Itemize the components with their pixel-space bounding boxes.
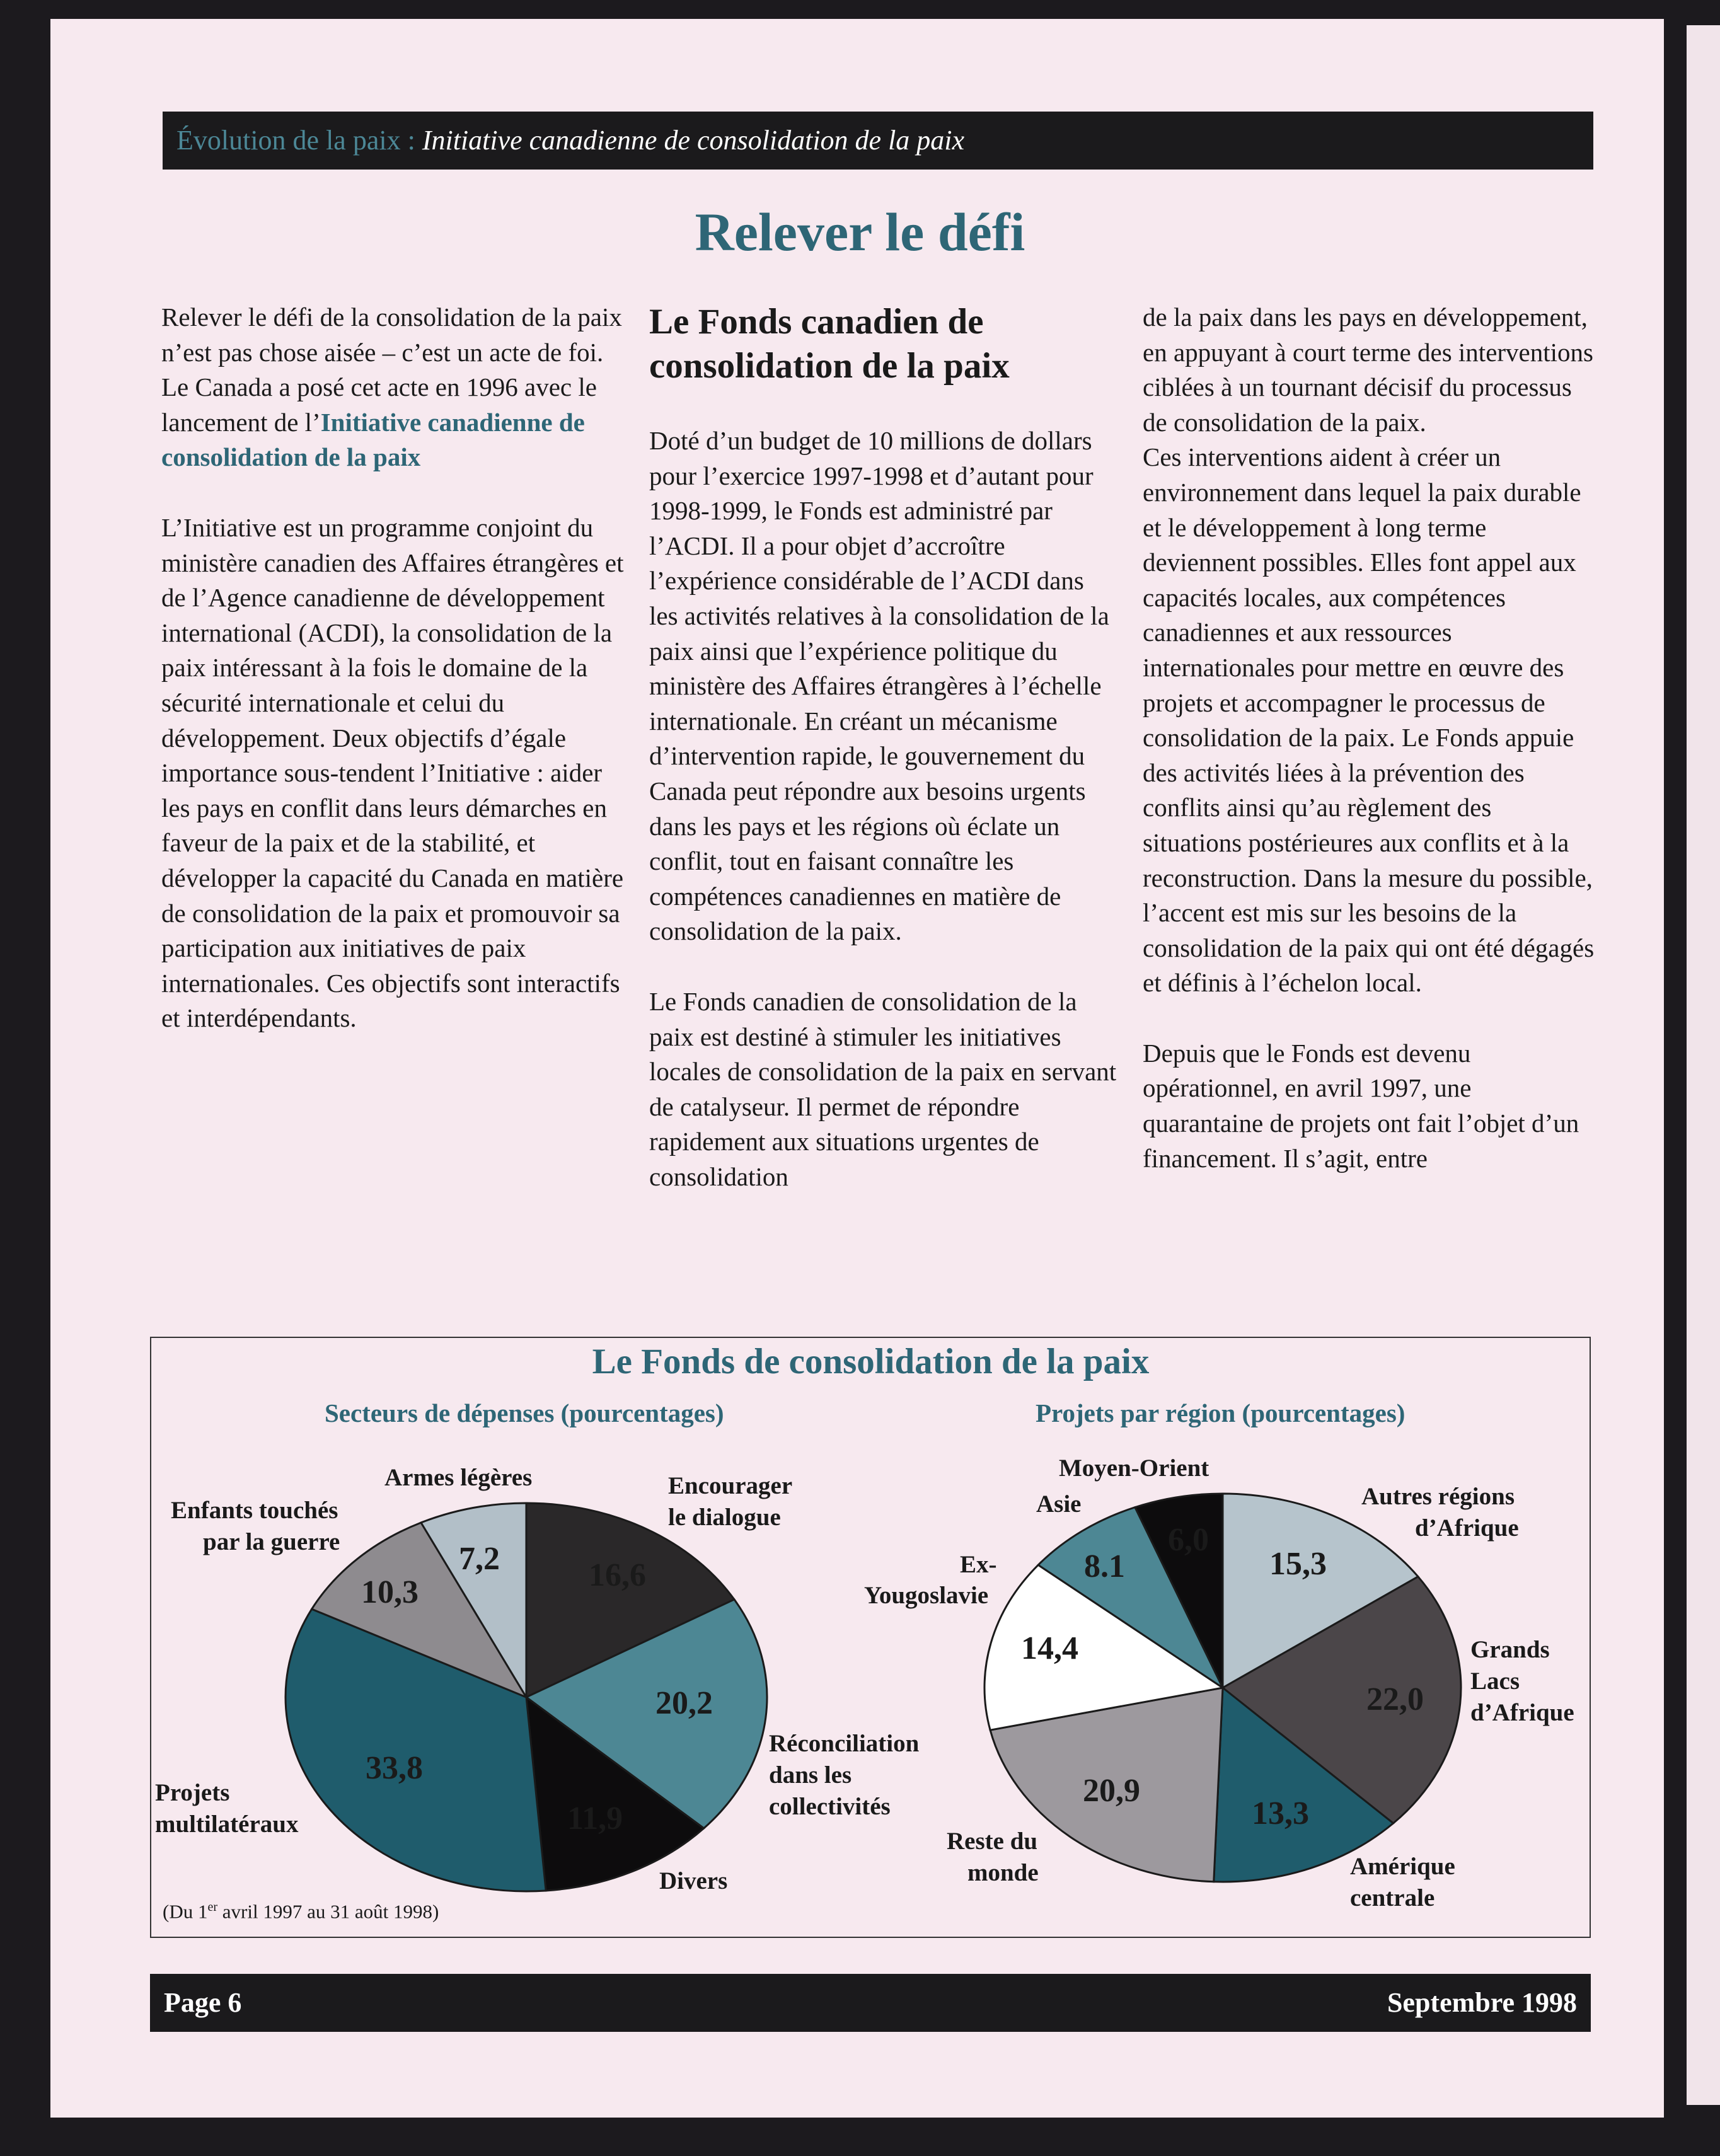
label-amerique-1: Amérique [1350, 1853, 1455, 1880]
label-grands-lacs-1: Grands [1470, 1636, 1550, 1663]
note-sup: er [207, 1900, 218, 1914]
value-grands-lacs: 22,0 [1366, 1681, 1424, 1717]
continuation-paragraph: de la paix dans les pays en développement, en appuyant à court terme des interventions ciblées à un tournant décisif du processus de consolidation de la paix. [1143, 303, 1593, 437]
issue-date: Septembre 1998 [1387, 1987, 1577, 2018]
fund-heading: Le Fonds canadien de consolidation de la paix [649, 302, 1010, 386]
value-amerique: 13,3 [1252, 1796, 1309, 1831]
value-reste: 20,9 [1083, 1773, 1140, 1809]
label-reste-1: Reste du [947, 1828, 1038, 1855]
label-enfants-2: par la guerre [203, 1528, 340, 1555]
value-divers: 11,9 [567, 1801, 623, 1836]
value-reconciliation: 20,2 [655, 1685, 713, 1721]
value-enfants: 10,3 [361, 1574, 418, 1610]
label-armes: Armes légères [384, 1464, 533, 1491]
label-reconciliation-3: collectivités [769, 1793, 891, 1820]
label-encourager-2: le dialogue [668, 1504, 781, 1531]
label-encourager-1: Encourager [668, 1472, 793, 1499]
note-suffix: avril 1997 au 31 août 1998) [217, 1900, 439, 1923]
label-grands-lacs-2: Lacs [1470, 1668, 1520, 1695]
label-reconciliation-1: Réconciliation [769, 1730, 920, 1757]
label-autres-afrique-2: d’Afrique [1415, 1514, 1519, 1542]
intro-text: Relever le défi de la consolidation de la paix n’est pas chose aisée – c’est un acte de foi. Le Canada a posé cet acte en 1996 avec le lancement de l’ [161, 303, 622, 437]
chart-box-title: Le Fonds de consolidation de la paix [592, 1342, 1150, 1381]
budget-paragraph: Doté d’un budget de 10 millions de dollars pour l’exercice 1997-1998 et d’autant pour 1998-1999, le Fonds est administré par l’ACDI. Il a pour objet d’accroître l’expérience considérable de l’ACDI dans les activités relatives à la consolidation de la paix ainsi que l’expérience politique du ministère des Affaires étrangères à l’échelle internationale. En créant un mécanisme d’intervention rapide, le gouvernement du Canada peut répondre aux besoins urgents dans les pays et les régions où éclate un conflit, tout en faisant connaître les compétences canadiennes en matière de consolidation de la paix. [649, 426, 1109, 946]
initiative-highlight: Initiative canadienne de consolidation de la paix [161, 407, 585, 472]
label-multilateraux-1: Projets [155, 1779, 230, 1806]
label-autres-afrique-1: Autres régions [1361, 1483, 1515, 1510]
label-divers: Divers [659, 1867, 728, 1894]
page-number: Page 6 [164, 1987, 242, 2018]
label-reste-2: monde [967, 1859, 1039, 1886]
footer-bar [150, 1974, 1591, 2032]
label-asie: Asie [1036, 1490, 1082, 1518]
label-moyen-orient: Moyen-Orient [1059, 1455, 1209, 1482]
pie2-title: Projets par région (pourcentages) [1036, 1398, 1405, 1427]
page-title: Relever le défi [695, 202, 1025, 262]
header-section: Évolution de la paix : [176, 125, 415, 156]
header-subtitle: Initiative canadienne de consolidation de la paix [422, 125, 965, 156]
label-reconciliation-2: dans les [769, 1761, 852, 1789]
projects-paragraph: Depuis que le Fonds est devenu opérationnel, en avril 1997, une quarantaine de projets ont fait l’objet d’un financement. Il s’agit, entre [1143, 1038, 1579, 1173]
value-encourager: 16,6 [589, 1557, 646, 1593]
catalyst-paragraph: Le Fonds canadien de consolidation de la paix est destiné à stimuler les initiatives locales de consolidation de la paix en servant de catalyseur. Il permet de répondre rapidement aux situations urgentes de consolidation [649, 986, 1117, 1191]
label-yougoslavie-1: Ex- [960, 1551, 997, 1578]
value-asie: 8.1 [1084, 1548, 1125, 1584]
label-grands-lacs-3: d’Afrique [1470, 1699, 1574, 1726]
label-amerique-2: centrale [1350, 1884, 1435, 1911]
value-yougoslavie: 14,4 [1021, 1630, 1078, 1666]
date-range-note [163, 1900, 439, 1923]
value-armes: 7,2 [459, 1541, 500, 1577]
label-enfants-1: Enfants touchés [171, 1497, 338, 1524]
note-prefix: (Du 1 [163, 1900, 208, 1923]
label-yougoslavie-2: Yougoslavie [864, 1582, 989, 1609]
label-multilateraux-2: multilatéraux [155, 1811, 299, 1838]
interventions-paragraph: Ces interventions aident à créer un environnement dans lequel la paix durable et le développement à long terme deviennent possibles. Elles font appel aux capacités locales, aux compétences canadiennes et aux ressources internationales pour mettre en œuvre des projets et accompagner le processus de consolidation de la paix. Le Fonds appuie des activités liées à la prévention des conflits ainsi qu’au règlement des situations postérieures aux conflits et à la reconstruction. Dans la mesure du possible, l’accent est mis sur les besoins de la consolidation de la paix qui ont été dégagés et définis à l’échelon local. [1143, 442, 1595, 998]
value-multilateraux: 33,8 [366, 1750, 423, 1786]
pie1-title: Secteurs de dépenses (pourcentages) [325, 1398, 724, 1427]
value-moyen-orient: 6,0 [1168, 1522, 1209, 1558]
value-autres-afrique: 15,3 [1269, 1546, 1327, 1582]
initiative-paragraph: L’Initiative est un programme conjoint du ministère canadien des Affaires étrangères et de l’Agence canadienne de développement international (ACDI), la consolidation de la paix intéressant à la fois le domaine de la sécurité internationale et celui du développement. Deux objectifs d’égale importance sous-tendent l’Initiative : aider les pays en conflit dans leurs démarches en faveur de la paix et de la stabilité, et développer la capacité du Canada en matière de consolidation de la paix et promouvoir sa participation aux initiatives de paix internationales. Ces objectifs sont interactifs et interdépendants. [161, 512, 624, 1033]
